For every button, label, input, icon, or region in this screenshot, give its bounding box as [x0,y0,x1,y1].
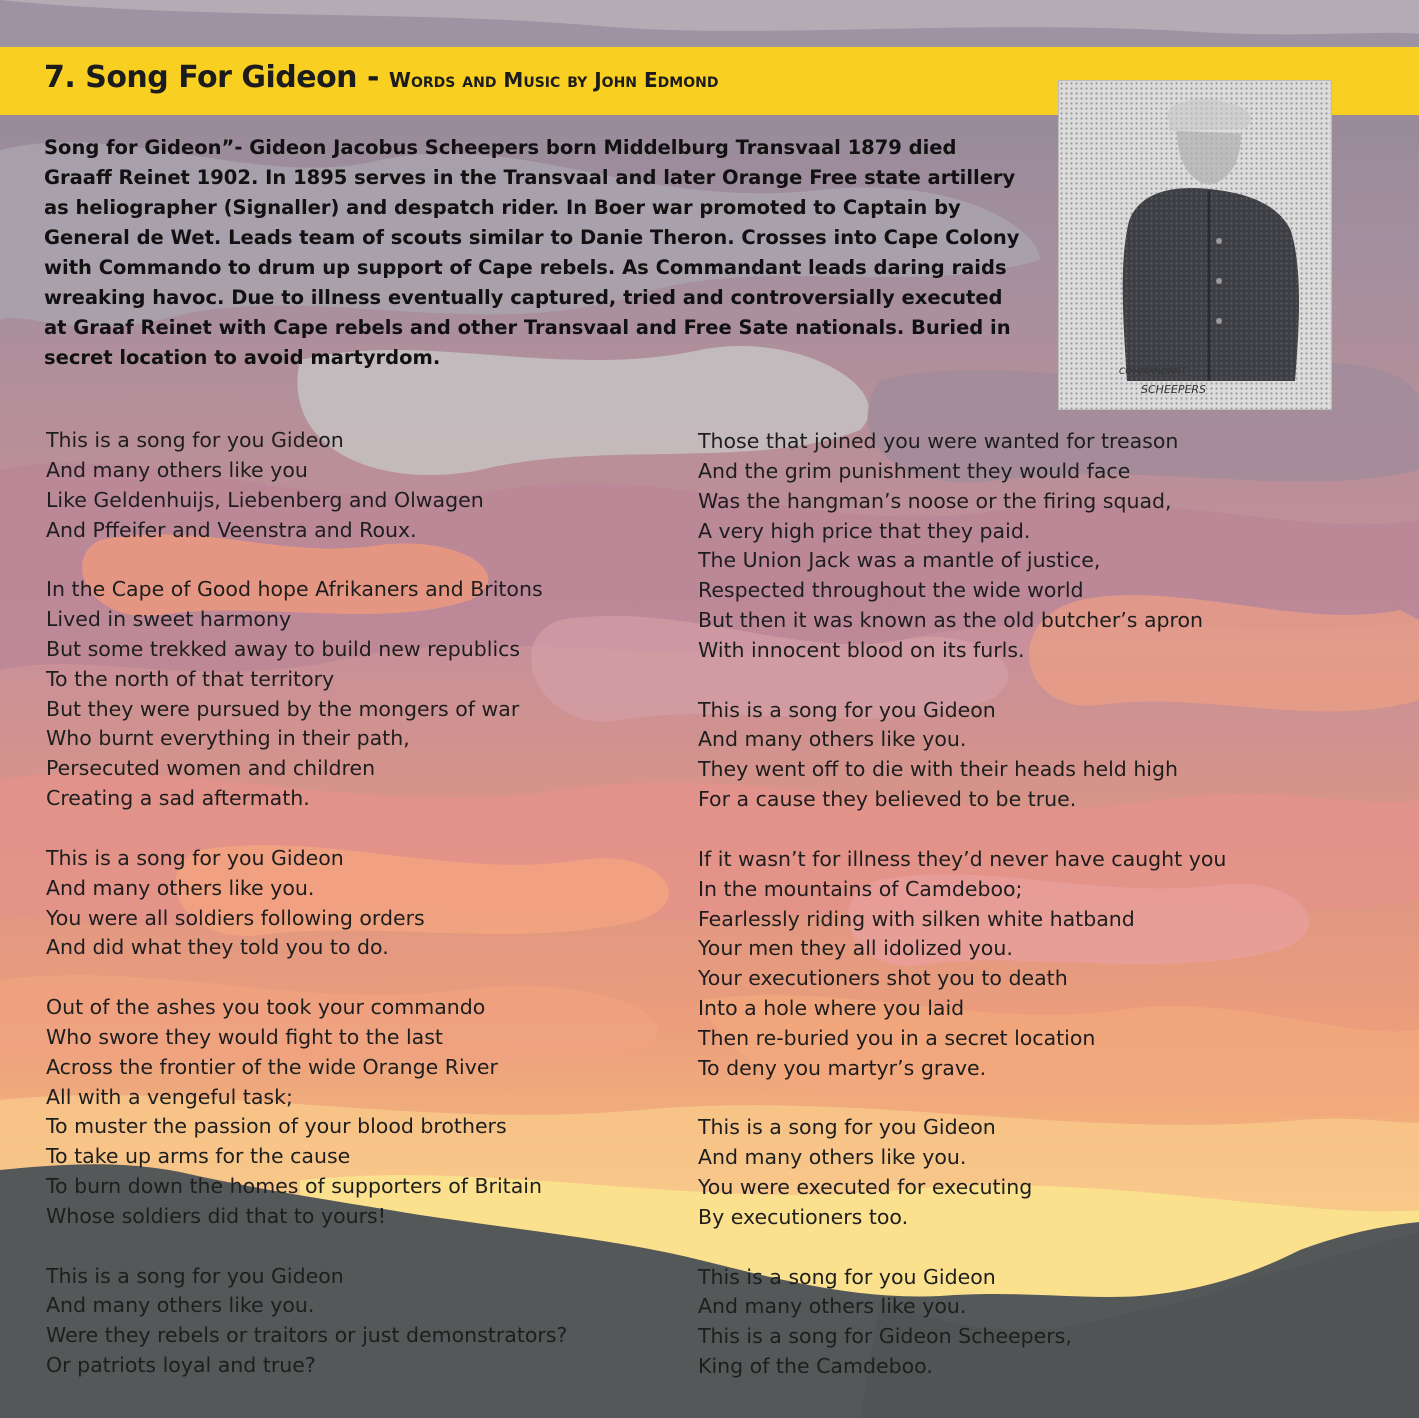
lyric-line: All with a vengeful task; [46,1084,293,1109]
lyric-line: Out of the ashes you took your commando [46,995,486,1020]
lyric-line: They went off to die with their heads held high [698,757,1179,782]
lyric-line: King of the Camdeboo. [698,1354,933,1379]
lyric-line: Then re-buried you in a secret location [698,1025,1096,1050]
lyric-line: Creating a sad aftermath. [46,786,310,811]
lyric-line: Your men they all idolized you. [698,936,1013,961]
lyric-line: Your executioners shot you to death [698,966,1068,991]
lyric-line: In the mountains of Camdeboo; [698,876,1023,901]
lyric-line: But they were pursued by the mongers of war [46,696,520,721]
lyric-line: But some trekked away to build new republics [46,636,521,661]
lyric-line: In the Cape of Good hope Afrikaners and Britons [46,577,543,602]
lyric-line [46,545,567,575]
lyric-line: The Union Jack was a mantle of justice, [698,548,1101,573]
lyric-line: This is a song for you Gideon [46,1263,344,1288]
lyric-line: And many others like you. [46,875,315,900]
intro-paragraph: Song for Gideon”- Gideon Jacobus Scheepers born Middelburg Transvaal 1879 died Graaff Reinet 1902. In 1895 serves in the Transvaal and later Orange Free state artillery as heliographer (Signaller) and despatch rider. In Boer war promoted to Captain by General de Wet. Leads team of scouts similar to Danie Theron. Crosses into Cape Colony with Commando to drum up support of Cape rebels. As Commandant leads daring raids wreaking havoc. Due to illness eventually captured, tried and controversially executed at Graaf Reinet with Cape rebels and other Transvaal and Free Sate nationals. Buried in secret location to avoid martyrdom. [44,136,1020,369]
lyric-line: Lived in sweet harmony [46,607,292,632]
lyric-line [46,1232,567,1262]
lyric-line: If it wasn’t for illness they’d never have caught you [698,846,1227,871]
lyric-line: To muster the passion of your blood brothers [46,1114,507,1139]
lyric-line: And many others like you [46,457,308,482]
lyric-line: This is a song for you Gideon [698,697,996,722]
lyric-line: Respected throughout the wide world [698,578,1084,603]
lyric-line: Persecuted women and children [46,756,376,781]
lyric-line: To the north of that territory [46,666,335,691]
lyric-line: And Pffeifer and Veenstra and Roux. [46,517,417,542]
lyric-line: Was the hangman’s noose or the firing squad, [698,488,1172,513]
lyric-line: Like Geldenhuijs, Liebenberg and Olwagen [46,487,484,512]
lyric-line: This is a song for you Gideon [46,428,344,452]
lyrics-left-column [46,426,567,1381]
photo-caption-2: SCHEEPERS [1141,383,1207,396]
lyric-line [698,815,1226,845]
lyric-line [698,1233,1226,1263]
lyric-line: Across the frontier of the wide Orange River [46,1054,498,1079]
lyric-line: With innocent blood on its furls. [698,637,1025,662]
lyric-line: For a cause they believed to be true. [698,787,1077,812]
lyric-line: A very high price that they paid. [698,518,1031,543]
lyric-line: But then it was known as the old butcher’s apron [698,608,1204,633]
portrait-photo [1058,80,1332,410]
lyric-line: By executioners too. [698,1204,909,1229]
lyric-line: And the grim punishment they would face [698,458,1131,483]
lyric-line: And many others like you. [46,1293,315,1318]
song-credits: Words and Music by John Edmond [388,68,719,92]
lyric-line: Were they rebels or traitors or just demonstrators? [46,1323,568,1348]
lyric-line: To burn down the homes of supporters of Britain [46,1174,542,1199]
photo-caption-1: COMMANDANT [1119,367,1187,377]
lyric-line [46,963,567,993]
lyric-line: Who burnt everything in their path, [46,726,410,751]
lyric-line [46,814,567,844]
lyric-line: And many others like you. [698,1294,967,1319]
lyric-line [698,1084,1226,1114]
lyric-line: And many others like you. [698,1145,967,1170]
lyric-line: Whose soldiers did that to yours! [46,1203,386,1228]
lyric-line: Fearlessly riding with silken white hatband [698,906,1135,931]
lyric-line: Or patriots loyal and true? [46,1353,316,1378]
lyric-line [698,666,1226,696]
lyric-line: This is a song for you Gideon [46,845,344,870]
lyric-line: Those that joined you were wanted for treason [698,429,1179,453]
lyric-line: This is a song for Gideon Scheepers, [698,1324,1072,1349]
lyric-line: To deny you martyr’s grave. [698,1055,987,1080]
lyric-line: This is a song for you Gideon [698,1264,996,1289]
lyric-line: You were executed for executing [698,1175,1033,1200]
lyric-line: You were all soldiers following orders [46,905,425,930]
lyric-line: And did what they told you to do. [46,935,389,960]
page-title [44,60,718,95]
lyric-line: Who swore they would fight to the last [46,1024,443,1049]
lyric-line: Into a hole where you laid [698,996,965,1021]
lyric-line: To take up arms for the cause [46,1144,351,1169]
song-title: 7. Song For Gideon - [44,60,379,95]
lyric-line: And many others like you. [698,727,967,752]
lyric-line: This is a song for you Gideon [698,1115,996,1140]
lyrics-right-column [698,427,1226,1382]
